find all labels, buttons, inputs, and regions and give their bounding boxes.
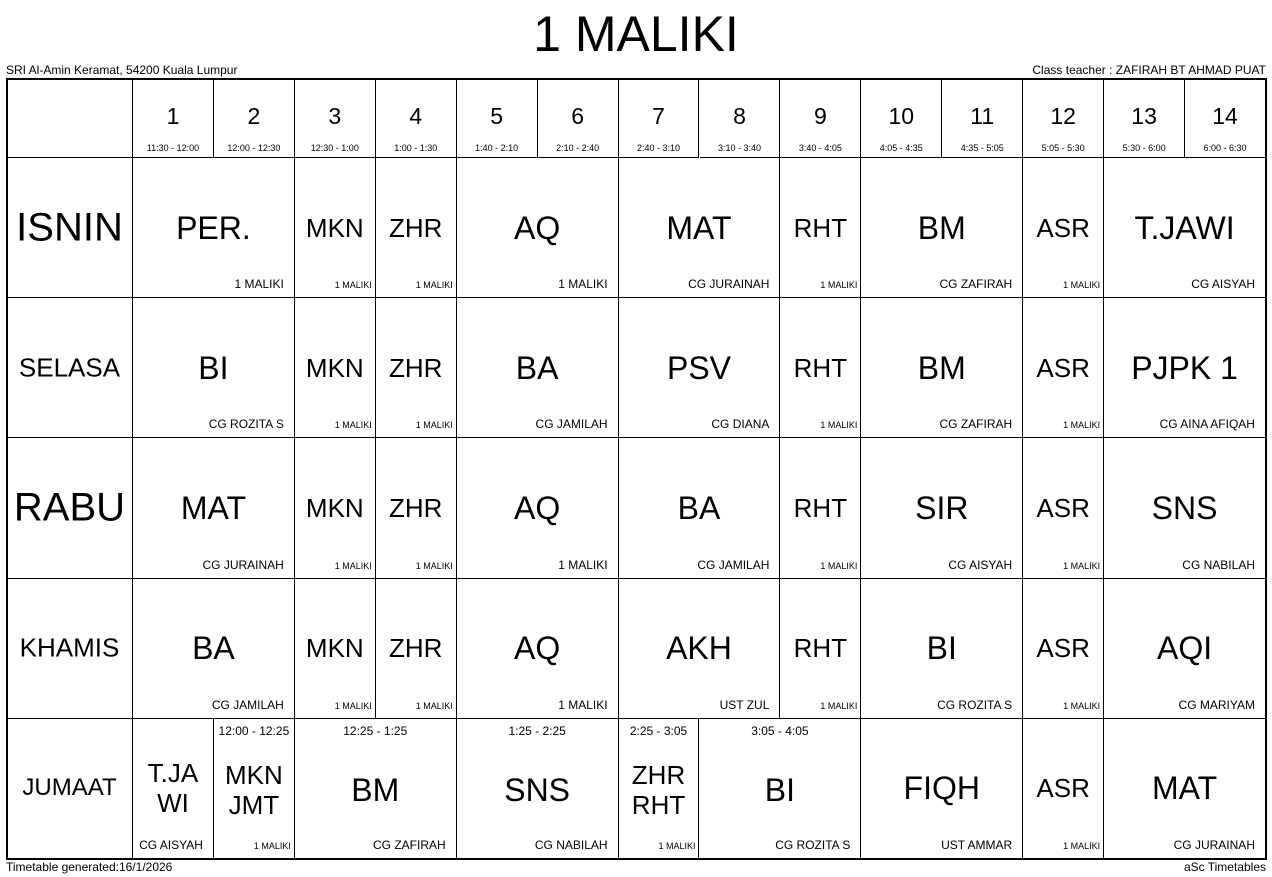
lesson-cell[interactable] <box>295 579 376 719</box>
lesson-teacher: CG JURAINAH <box>202 557 284 572</box>
period-number: 1 <box>166 103 180 129</box>
lesson-cell[interactable] <box>376 438 457 578</box>
lesson-cell[interactable] <box>861 438 1023 578</box>
lesson-teacher: 1 MALIKI <box>415 700 453 711</box>
period-number: 5 <box>490 103 504 129</box>
lesson-subject: MAT <box>1151 770 1218 807</box>
lesson-cell[interactable] <box>457 579 619 719</box>
lesson-cell[interactable] <box>700 719 862 859</box>
period-number: 4 <box>409 103 423 129</box>
lesson-subject: ASR <box>1036 212 1090 243</box>
day-cell <box>7 438 133 578</box>
lesson-teacher: CG MARIYAM <box>1178 697 1255 712</box>
period-number: 6 <box>571 103 584 129</box>
period-header <box>1185 79 1266 158</box>
lesson-subject: SNS <box>504 772 571 809</box>
lesson-subject: BM <box>917 209 966 246</box>
lesson-teacher: 1 MALIKI <box>415 420 453 431</box>
day-label: ISNIN <box>16 205 123 250</box>
lesson-teacher: CG ZAFIRAH <box>939 417 1013 432</box>
lesson-subject: AQ <box>514 489 561 526</box>
lesson-cell[interactable] <box>1023 438 1104 578</box>
lesson-subject: MKN JMT <box>224 760 283 821</box>
lesson-cell[interactable] <box>861 298 1023 438</box>
lesson-teacher: 1 MALIKI <box>820 280 858 291</box>
lesson-teacher: 1 MALIKI <box>334 280 372 291</box>
period-time: 12:30 - 1:00 <box>310 143 359 153</box>
day-label: JUMAAT <box>22 774 117 802</box>
lesson-teacher: CG JAMILAH <box>211 697 284 712</box>
lesson-cell[interactable] <box>214 719 295 859</box>
lesson-cell[interactable] <box>133 298 295 438</box>
period-header <box>861 79 942 158</box>
lesson-teacher: 1 MALIKI <box>1063 280 1101 291</box>
lesson-subject: PER. <box>176 209 251 246</box>
lesson-subject: AQ <box>514 209 561 246</box>
lesson-cell[interactable] <box>861 579 1023 719</box>
period-header <box>619 79 700 158</box>
lesson-subject: RHT <box>793 352 848 383</box>
lesson-cell[interactable] <box>1104 719 1266 859</box>
period-header <box>133 79 214 158</box>
lesson-cell[interactable] <box>457 719 619 859</box>
lesson-teacher: 1 MALIKI <box>334 700 372 711</box>
lesson-cell[interactable] <box>133 719 214 859</box>
lesson-cell[interactable] <box>619 158 781 298</box>
lesson-cell[interactable] <box>780 579 861 719</box>
day-cell <box>7 158 133 298</box>
lesson-subject: RHT <box>793 212 848 243</box>
lesson-cell[interactable] <box>619 438 781 578</box>
lesson-subject: ASR <box>1036 492 1090 523</box>
day-label: KHAMIS <box>19 632 120 663</box>
lesson-cell[interactable] <box>619 719 700 859</box>
lesson-subject: SNS <box>1151 489 1218 526</box>
period-number: 13 <box>1131 103 1157 129</box>
period-number: 9 <box>813 103 827 129</box>
lesson-teacher: 1 MALIKI <box>558 277 608 292</box>
lesson-subject: BA <box>515 349 559 386</box>
lesson-teacher: 1 MALIKI <box>658 840 696 851</box>
period-header <box>538 79 619 158</box>
lesson-teacher: CG AISYAH <box>1191 277 1255 292</box>
period-time: 6:00 - 6:30 <box>1203 143 1247 153</box>
day-label: SELASA <box>18 352 121 383</box>
day-label: RABU <box>13 485 126 530</box>
period-time: 4:05 - 4:35 <box>879 143 923 153</box>
lesson-time: 3:05 - 4:05 <box>751 723 809 738</box>
period-header <box>376 79 457 158</box>
lesson-subject: MAT <box>666 209 732 246</box>
lesson-cell[interactable] <box>295 158 376 298</box>
lesson-cell[interactable] <box>133 579 295 719</box>
lesson-teacher: CG NABILAH <box>534 837 608 852</box>
lesson-teacher: 1 MALIKI <box>334 560 372 571</box>
lesson-teacher: CG JAMILAH <box>697 557 770 572</box>
lesson-cell[interactable] <box>1023 579 1104 719</box>
lesson-cell[interactable] <box>133 158 295 298</box>
lesson-subject: ZHR <box>389 212 443 243</box>
period-header <box>457 79 538 158</box>
period-time: 1:00 - 1:30 <box>394 143 438 153</box>
lesson-subject: RHT <box>793 492 848 523</box>
period-time: 3:40 - 4:05 <box>798 143 842 153</box>
lesson-cell[interactable] <box>780 158 861 298</box>
lesson-teacher: CG AINA AFIQAH <box>1159 417 1255 432</box>
period-number: 8 <box>733 103 746 129</box>
software-credit: aSc Timetables <box>1183 860 1266 874</box>
lesson-cell[interactable] <box>457 438 619 578</box>
school-name: SRI Al-Amin Keramat, 54200 Kuala Lumpur <box>6 63 238 77</box>
period-header <box>942 79 1023 158</box>
lesson-teacher: CG AISYAH <box>139 837 203 852</box>
period-time: 5:30 - 6:00 <box>1122 143 1166 153</box>
lesson-teacher: 1 MALIKI <box>1063 420 1101 431</box>
lesson-teacher: 1 MALIKI <box>820 560 858 571</box>
lesson-subject: AQI <box>1157 630 1213 667</box>
lesson-subject: ZHR RHT <box>631 760 686 821</box>
lesson-teacher: 1 MALIKI <box>820 420 858 431</box>
lesson-subject: T.JA WI <box>147 758 199 819</box>
day-cell <box>7 719 133 859</box>
lesson-subject: MKN <box>305 212 364 243</box>
lesson-cell[interactable] <box>1104 438 1266 578</box>
lesson-subject: ASR <box>1036 633 1090 664</box>
lesson-subject: BA <box>677 489 721 526</box>
lesson-cell[interactable] <box>376 158 457 298</box>
lesson-subject: T.JAWI <box>1134 209 1235 246</box>
period-number: 10 <box>888 103 915 129</box>
lesson-time: 1:25 - 2:25 <box>508 723 566 738</box>
lesson-teacher: 1 MALIKI <box>415 280 453 291</box>
period-number: 3 <box>328 103 342 129</box>
lesson-cell[interactable] <box>861 719 1023 859</box>
lesson-subject: FIQH <box>903 770 980 807</box>
period-time: 11:30 - 12:00 <box>146 143 200 153</box>
lesson-subject: ASR <box>1036 352 1090 383</box>
lesson-teacher: CG JURAINAH <box>1173 837 1255 852</box>
period-time: 2:40 - 3:10 <box>637 143 681 153</box>
lesson-cell[interactable] <box>780 298 861 438</box>
lesson-subject: BM <box>351 772 400 809</box>
period-time: 4:35 - 5:05 <box>960 143 1004 153</box>
lesson-cell[interactable] <box>861 158 1023 298</box>
lesson-teacher: 1 MALIKI <box>820 700 858 711</box>
lesson-cell[interactable] <box>295 298 376 438</box>
day-cell <box>7 579 133 719</box>
lesson-cell[interactable] <box>295 719 457 859</box>
lesson-subject: AQ <box>514 630 561 667</box>
lesson-subject: PJPK 1 <box>1131 349 1238 386</box>
period-number: 11 <box>970 103 995 129</box>
period-header <box>700 79 781 158</box>
timetable-title: 1 MALIKI <box>533 6 739 62</box>
lesson-teacher: 1 MALIKI <box>1063 840 1101 851</box>
lesson-teacher: 1 MALIKI <box>558 697 608 712</box>
lesson-subject: BI <box>926 630 957 667</box>
lesson-cell[interactable] <box>780 438 861 578</box>
lesson-subject: AKH <box>666 630 732 667</box>
period-header <box>214 79 295 158</box>
period-time: 2:10 - 2:40 <box>556 143 600 153</box>
lesson-teacher: CG DIANA <box>711 417 770 432</box>
period-header <box>295 79 376 158</box>
lesson-teacher: CG NABILAH <box>1182 557 1255 572</box>
lesson-cell[interactable] <box>1023 298 1104 438</box>
lesson-teacher: CG ROZITA S <box>208 417 284 432</box>
period-number: 2 <box>247 103 261 129</box>
lesson-cell[interactable] <box>1023 719 1104 859</box>
lesson-cell[interactable] <box>619 579 781 719</box>
lesson-teacher: CG ZAFIRAH <box>939 277 1013 292</box>
lesson-subject: MAT <box>180 489 246 526</box>
period-header <box>1023 79 1104 158</box>
lesson-teacher: UST ZUL <box>719 697 770 712</box>
period-time: 1:40 - 2:10 <box>475 143 519 153</box>
period-header <box>1104 79 1185 158</box>
lesson-subject: BM <box>917 349 966 386</box>
lesson-subject: BA <box>192 630 235 667</box>
corner-cell <box>7 79 133 158</box>
lesson-subject: ZHR <box>389 633 443 664</box>
lesson-teacher: 1 MALIKI <box>415 560 453 571</box>
generated-date: Timetable generated:16/1/2026 <box>6 860 173 874</box>
lesson-teacher: UST AMMAR <box>941 837 1013 852</box>
lesson-time: 12:00 - 12:25 <box>218 723 290 738</box>
period-number: 7 <box>652 103 665 129</box>
class-teacher: Class teacher : ZAFIRAH BT AHMAD PUAT <box>1032 63 1266 77</box>
lesson-teacher: CG JURAINAH <box>688 277 770 292</box>
lesson-teacher: 1 MALIKI <box>334 420 372 431</box>
period-header <box>780 79 861 158</box>
lesson-cell[interactable] <box>1104 579 1266 719</box>
lesson-subject: RHT <box>793 633 848 664</box>
lesson-subject: BI <box>198 349 229 386</box>
lesson-teacher: CG ZAFIRAH <box>373 837 446 852</box>
lesson-cell[interactable] <box>133 438 295 578</box>
lesson-teacher: 1 MALIKI <box>234 277 284 292</box>
lesson-time: 12:25 - 1:25 <box>343 723 408 738</box>
lesson-subject: BI <box>764 772 796 809</box>
lesson-subject: ZHR <box>389 492 443 523</box>
period-time: 5:05 - 5:30 <box>1041 143 1085 153</box>
lesson-cell[interactable] <box>295 438 376 578</box>
lesson-time: 2:25 - 3:05 <box>629 723 688 738</box>
lesson-cell[interactable] <box>1023 158 1104 298</box>
lesson-subject: ZHR <box>389 352 443 383</box>
lesson-teacher: CG ROZITA S <box>937 697 1013 712</box>
period-time: 3:10 - 3:40 <box>717 143 761 153</box>
lesson-teacher: 1 MALIKI <box>558 557 608 572</box>
period-time: 12:00 - 12:30 <box>227 143 281 153</box>
lesson-subject: MKN <box>305 633 364 664</box>
lesson-subject: SIR <box>915 489 969 526</box>
lesson-teacher: CG AISYAH <box>948 557 1013 572</box>
lesson-cell[interactable] <box>457 158 619 298</box>
lesson-teacher: 1 MALIKI <box>1063 560 1101 571</box>
day-cell <box>7 298 133 438</box>
lesson-cell[interactable] <box>619 298 781 438</box>
lesson-teacher: 1 MALIKI <box>253 840 291 851</box>
lesson-cell[interactable] <box>457 298 619 438</box>
lesson-cell[interactable] <box>376 579 457 719</box>
period-number: 12 <box>1050 103 1076 129</box>
lesson-subject: PSV <box>666 349 731 386</box>
lesson-teacher: CG ROZITA S <box>775 837 851 852</box>
lesson-cell[interactable] <box>1104 298 1266 438</box>
lesson-cell[interactable] <box>1104 158 1266 298</box>
lesson-teacher: 1 MALIKI <box>1063 700 1101 711</box>
lesson-subject: ASR <box>1036 773 1090 804</box>
lesson-cell[interactable] <box>376 298 457 438</box>
lesson-teacher: CG JAMILAH <box>535 417 608 432</box>
period-number: 14 <box>1212 103 1238 129</box>
lesson-subject: MKN <box>305 492 364 523</box>
lesson-subject: MKN <box>305 352 364 383</box>
